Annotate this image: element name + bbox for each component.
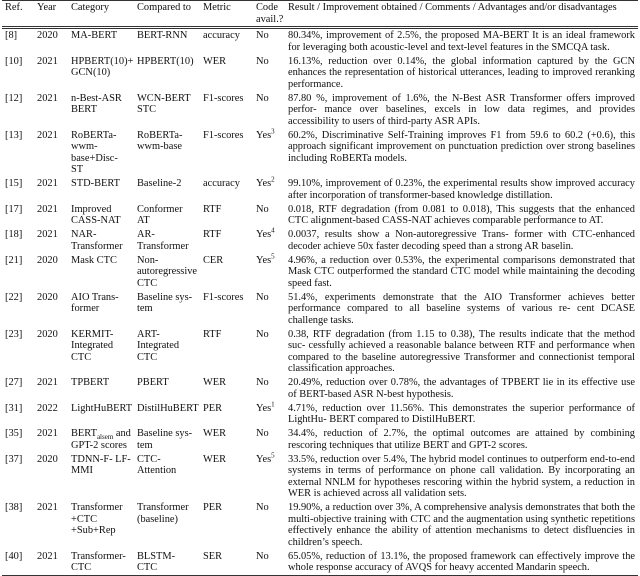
cell-compared: Conformer AT bbox=[137, 203, 183, 226]
cell-compared: PBERT bbox=[137, 377, 169, 388]
cell-metric: F1-scores bbox=[203, 291, 244, 303]
cell-metric: accuracy bbox=[203, 30, 240, 41]
code-text: No bbox=[256, 550, 269, 562]
cell-year: 2021 bbox=[37, 428, 58, 439]
cell-result: 0.0037, results show a Non-autoregressive Trans- former with CTC-enhanced decoder achieve 50x faster decoding speed than a strong AR baselin. bbox=[288, 229, 635, 252]
cell-year: 2020 bbox=[37, 291, 58, 303]
code-text: No bbox=[256, 428, 269, 439]
cell-ref: [17] bbox=[5, 203, 23, 215]
table-row bbox=[2, 28, 638, 55]
code-text: Yes bbox=[256, 229, 272, 240]
cell-compared: Baseline sys- tem bbox=[137, 291, 193, 314]
header-category: Category bbox=[71, 2, 110, 13]
cell-code bbox=[253, 402, 285, 428]
category-text: Transformer- CTC bbox=[71, 550, 126, 573]
cell-result: 33.5%, reduction over 5.4%, The hybrid model continues to outperform end-to-end systems in terms of performance on phone call validation. By incorporating an external NNLM for hypotheses rescoring within the hybrid system, a reduction in WER is achieved across all validation sets. bbox=[288, 453, 635, 499]
cell-metric: WER bbox=[203, 428, 227, 439]
table-row bbox=[2, 92, 638, 129]
code-footnote: 5 bbox=[271, 252, 275, 261]
cell-category bbox=[68, 129, 134, 178]
cell-compared: Baseline sys- tem bbox=[137, 428, 193, 451]
table-row bbox=[2, 376, 638, 402]
cell-year: 2021 bbox=[37, 550, 58, 562]
cell-code bbox=[253, 92, 285, 129]
code-text: No bbox=[256, 30, 269, 41]
cell-category bbox=[68, 28, 134, 55]
code-footnote: 1 bbox=[271, 400, 275, 409]
cell-compared: BERT-RNN bbox=[137, 30, 188, 41]
table-row bbox=[2, 203, 638, 229]
cell-compared: Baseline-2 bbox=[137, 178, 182, 189]
table-row bbox=[2, 328, 638, 377]
cell-metric: F1-scores bbox=[203, 129, 244, 141]
category-text: TDNN-F- LF-MMI bbox=[71, 453, 131, 476]
header-metric: Metric bbox=[203, 2, 231, 13]
category-text: Improved CASS-NAT bbox=[71, 203, 121, 226]
cell-compared: CTC- Attention bbox=[137, 453, 177, 476]
cell-year: 2021 bbox=[37, 229, 58, 240]
cell-code bbox=[253, 328, 285, 377]
cell-metric: WER bbox=[203, 55, 227, 67]
cell-code bbox=[253, 55, 285, 92]
table-row bbox=[2, 402, 638, 428]
cell-year: 2021 bbox=[37, 92, 58, 104]
code-text: Yes bbox=[256, 254, 272, 266]
cell-result: 87.80 %, improvement of 1.6%, the N-Best ASR Transformer offers improved perfor- mance over baselines, excels in low data regimes, and provides accessibility to users of third-party ASR APIs. bbox=[288, 92, 635, 127]
cell-result: 65.05%, reduction of 13.1%, the proposed framework can effectively improve the whole response accuracy of AVQS for heavy accented Mandarin speech. bbox=[288, 550, 635, 573]
cell-ref: [18] bbox=[5, 229, 23, 240]
header-compared: Compared to bbox=[137, 2, 191, 13]
code-text: No bbox=[256, 203, 269, 215]
table-row bbox=[2, 501, 638, 550]
cell-category bbox=[68, 203, 134, 229]
cell-ref: [27] bbox=[5, 377, 23, 388]
category-subscript: alsem bbox=[96, 433, 114, 442]
cell-code bbox=[253, 203, 285, 229]
cell-category bbox=[68, 228, 134, 254]
cell-metric: WER bbox=[203, 453, 227, 465]
code-text: Yes bbox=[256, 453, 272, 465]
header-ref: Ref. bbox=[5, 2, 23, 13]
category-text: n-Best-ASR BERT bbox=[71, 92, 122, 115]
cell-metric: F1-scores bbox=[203, 92, 244, 104]
cell-ref: [21] bbox=[5, 254, 23, 266]
cell-category bbox=[68, 402, 134, 428]
cell-metric: SER bbox=[203, 550, 223, 562]
cell-result: 51.4%, experiments demonstrate that the AIO Transformer achieves better performance compared to all baseline systems of various re- cent DCASE challenge tasks. bbox=[288, 291, 635, 326]
code-footnote: 3 bbox=[271, 127, 275, 136]
cell-ref: [35] bbox=[5, 428, 23, 439]
cell-category bbox=[68, 55, 134, 92]
cell-year: 2021 bbox=[37, 203, 58, 215]
code-text: No bbox=[256, 92, 269, 104]
cell-year: 2020 bbox=[37, 30, 58, 41]
code-text: No bbox=[256, 328, 269, 340]
cell-result: 19.90%, a reduction over 3%, A comprehensive analysis demonstrates that both the multi-objective training with CTC and the augmentation using synthetic repetitions effectively enhance the ability of attention mechanisms to detect disfluencies in children’s speech. bbox=[288, 502, 635, 548]
cell-code bbox=[253, 254, 285, 291]
cell-result: 20.49%, reduction over 0.78%, the advantages of TPBERT lie in its effective use of BERT-based ASR N-best hypothesis. bbox=[288, 377, 635, 400]
cell-result: 4.71%, reduction over 11.56%. This demonstrates the superior performance of LightHu- BERT compared to DistilHuBERT. bbox=[288, 402, 635, 425]
category-text: MA-BERT bbox=[71, 30, 118, 41]
comparison-table bbox=[2, 0, 638, 576]
cell-compared: RoBERTa- wwm-base bbox=[137, 129, 183, 152]
cell-code bbox=[253, 177, 285, 203]
cell-category bbox=[68, 376, 134, 402]
category-text: LightHuBERT bbox=[71, 402, 133, 414]
cell-compared: BLSTM- CTC bbox=[137, 550, 176, 573]
header-result: Result / Improvement obtained / Comments / Advantages and/or disadvantages bbox=[288, 2, 617, 13]
cell-ref: [8] bbox=[5, 30, 18, 41]
cell-code bbox=[253, 550, 285, 576]
code-text: No bbox=[256, 502, 269, 513]
category-text: STD-BERT bbox=[71, 178, 121, 189]
cell-category bbox=[68, 177, 134, 203]
cell-category bbox=[68, 328, 134, 377]
cell-year: 2021 bbox=[37, 502, 58, 513]
cell-metric: CER bbox=[203, 254, 224, 266]
cell-ref: [31] bbox=[5, 402, 23, 414]
cell-code bbox=[253, 228, 285, 254]
cell-ref: [10] bbox=[5, 55, 23, 67]
table-row bbox=[2, 55, 638, 92]
cell-result: 99.10%, improvement of 0.23%, the experimental results show improved accuracy after incorporation of transformer-based knowledge distillation. bbox=[288, 178, 635, 201]
category-text: NAR- Transformer bbox=[71, 229, 123, 252]
table-row bbox=[2, 427, 638, 453]
cell-category bbox=[68, 427, 134, 453]
header-row bbox=[2, 1, 638, 28]
category-text: KERMIT- Integrated CTC bbox=[71, 328, 114, 363]
category-text: HPBERT(10)+ GCN(10) bbox=[71, 55, 134, 78]
table-row bbox=[2, 228, 638, 254]
cell-result: 4.96%, a reduction over 0.53%, the experimental comparisons demonstrated that Mask CTC outperformed the standard CTC model while maintaining the decoding speed fast. bbox=[288, 254, 635, 289]
cell-compared: Transformer (baseline) bbox=[137, 502, 189, 525]
cell-category bbox=[68, 453, 134, 502]
cell-ref: [15] bbox=[5, 178, 23, 189]
cell-code bbox=[253, 376, 285, 402]
code-text: No bbox=[256, 55, 269, 67]
cell-compared: DistilHuBERT bbox=[137, 402, 199, 414]
cell-code bbox=[253, 427, 285, 453]
cell-code bbox=[253, 28, 285, 55]
category-text: BERT bbox=[71, 428, 97, 439]
cell-result: 0.018, RTF degradation (from 0.081 to 0.018), This suggests that the enhanced CTC alignment-based CASS-NAT achieves comparable performance to AT. bbox=[288, 203, 635, 226]
cell-metric: accuracy bbox=[203, 178, 240, 189]
code-text: No bbox=[256, 377, 269, 388]
table-row bbox=[2, 453, 638, 502]
cell-metric: PER bbox=[203, 402, 223, 414]
cell-result: 60.2%, Discriminative Self-Training improves F1 from 59.6 to 60.2 (+0.6), this approach significant improvement on punctuation prediction over strong baselines including RoBERTa models. bbox=[288, 129, 635, 164]
cell-ref: [40] bbox=[5, 550, 23, 562]
cell-year: 2020 bbox=[37, 328, 58, 340]
header-year: Year bbox=[37, 2, 57, 13]
cell-result: 16.13%, reduction over 0.14%, the global information captured by the GCN enhances the representation of historical utterances, leading to improved reranking performance. bbox=[288, 55, 635, 90]
table-row bbox=[2, 291, 638, 328]
cell-year: 2020 bbox=[37, 254, 58, 266]
cell-result: 0.38, RTF degradation (from 1.15 to 0.38), The results indicate that the method suc- cessfully achieved a reasonable balance between RTF and performance when compared to the baseline autoregressive Transformer and connectionist temporal classification approaches. bbox=[288, 328, 635, 374]
code-text: Yes bbox=[256, 402, 272, 414]
cell-ref: [23] bbox=[5, 328, 23, 340]
cell-ref: [22] bbox=[5, 291, 23, 303]
cell-ref: [12] bbox=[5, 92, 23, 104]
cell-metric: RTF bbox=[203, 229, 222, 240]
cell-metric: WER bbox=[203, 377, 227, 388]
cell-compared: AR- Transformer bbox=[137, 229, 189, 252]
cell-category bbox=[68, 550, 134, 576]
cell-code bbox=[253, 129, 285, 178]
code-text: No bbox=[256, 291, 269, 303]
cell-compared: Non- autoregressive CTC bbox=[137, 254, 198, 289]
category-text: AIO Trans- former bbox=[71, 291, 119, 314]
table-row bbox=[2, 254, 638, 291]
cell-metric: PER bbox=[203, 502, 223, 513]
cell-compared: WCN-BERT STC bbox=[137, 92, 191, 115]
cell-ref: [38] bbox=[5, 502, 23, 513]
table-row bbox=[2, 550, 638, 576]
cell-year: 2021 bbox=[37, 178, 58, 189]
cell-metric: RTF bbox=[203, 328, 222, 340]
cell-year: 2021 bbox=[37, 377, 58, 388]
category-text: TPBERT bbox=[71, 377, 110, 388]
cell-code bbox=[253, 291, 285, 328]
cell-metric: RTF bbox=[203, 203, 222, 215]
code-footnote: 5 bbox=[271, 451, 275, 460]
cell-year: 2022 bbox=[37, 402, 58, 414]
code-text: Yes bbox=[256, 178, 272, 189]
category-rest: and GPT-2 scores bbox=[71, 428, 131, 451]
cell-code bbox=[253, 453, 285, 502]
cell-result: 34.4%, reduction of 2.7%, the optimal outcomes are attained by combining rescoring techniques that utilize BERT and GPT-2 scores. bbox=[288, 428, 635, 451]
cell-category bbox=[68, 254, 134, 291]
cell-category bbox=[68, 291, 134, 328]
table-row bbox=[2, 129, 638, 178]
code-footnote: 4 bbox=[271, 226, 275, 235]
category-text: RoBERTa- wwm- base+Disc- ST bbox=[71, 129, 118, 175]
table-row bbox=[2, 177, 638, 203]
cell-result: 80.34%, improvement of 2.5%, the proposed MA-BERT It is an ideal framework for leveraging both acoustic-level and text-level features in the SMCQA task. bbox=[288, 30, 635, 53]
cell-ref: [13] bbox=[5, 129, 23, 141]
cell-year: 2021 bbox=[37, 55, 58, 67]
cell-compared: HPBERT(10) bbox=[137, 55, 194, 67]
cell-category bbox=[68, 92, 134, 129]
header-code: Code avail.? bbox=[256, 2, 284, 25]
category-text: Mask CTC bbox=[71, 254, 117, 266]
code-footnote: 2 bbox=[271, 175, 275, 184]
category-text: Transformer +CTC +Sub+Rep bbox=[71, 502, 123, 536]
cell-year: 2021 bbox=[37, 129, 58, 141]
cell-year: 2020 bbox=[37, 453, 58, 465]
code-text: Yes bbox=[256, 129, 272, 141]
cell-category bbox=[68, 501, 134, 550]
cell-ref: [37] bbox=[5, 453, 23, 465]
cell-code bbox=[253, 501, 285, 550]
cell-compared: ART- Integrated CTC bbox=[137, 328, 180, 363]
